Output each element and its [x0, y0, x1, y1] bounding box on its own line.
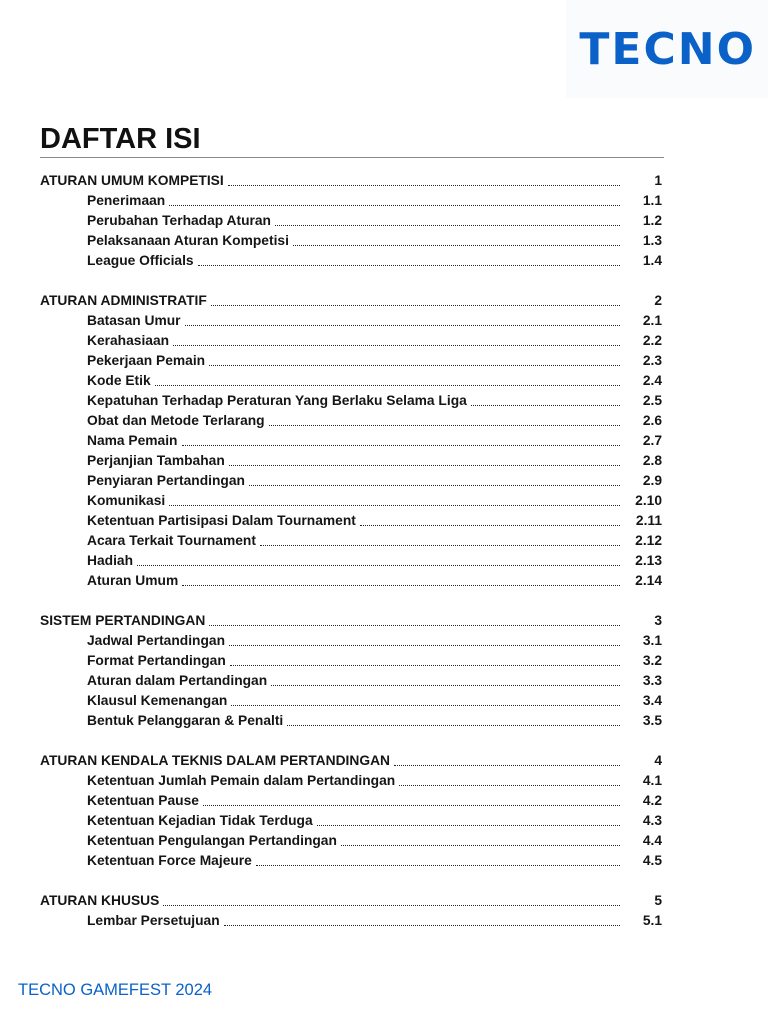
toc-dot-leader — [317, 825, 620, 826]
toc-dot-leader — [211, 305, 620, 306]
toc-entry-title: Penyiaran Pertandingan — [87, 473, 245, 488]
footer-text: TECNO GAMEFEST 2024 — [18, 981, 213, 999]
toc-entry-title: ATURAN KHUSUS — [40, 893, 160, 908]
toc-entry-number: 4.1 — [642, 773, 662, 788]
toc-dot-leader — [155, 385, 620, 386]
toc-entry-title: Ketentuan Kejadian Tidak Terduga — [87, 813, 313, 828]
toc-subsection-row[interactable] — [87, 790, 662, 810]
toc-subsection-row[interactable] — [87, 190, 662, 210]
toc-subsection-row[interactable] — [87, 370, 662, 390]
toc-entry-title: Kerahasiaan — [87, 333, 170, 348]
toc-entry-title: Pekerjaan Pemain — [87, 353, 206, 368]
toc-entry-title: Lembar Persetujuan — [87, 913, 220, 928]
toc-entry-number: 2.14 — [635, 573, 662, 588]
toc-dot-leader — [260, 545, 620, 546]
toc-section-row[interactable] — [40, 170, 662, 190]
toc-entry-number: 2.12 — [635, 533, 662, 548]
toc-entry-number: 2.8 — [642, 453, 662, 468]
toc-section-row[interactable] — [40, 890, 662, 910]
toc-dot-leader — [269, 425, 620, 426]
toc-subsection-row[interactable] — [87, 490, 662, 510]
toc-subsection-row[interactable] — [87, 450, 662, 470]
toc-dot-leader — [209, 365, 620, 366]
toc-entry-number: 4.4 — [642, 833, 662, 848]
toc-entry-number: 1.1 — [642, 193, 662, 208]
toc-dot-leader — [271, 685, 620, 686]
toc-entry-number: 4.3 — [642, 813, 662, 828]
toc-entry-number: 2.11 — [635, 513, 662, 528]
toc-subsection-row[interactable] — [87, 690, 662, 710]
toc-subsection-row[interactable] — [87, 550, 662, 570]
toc-entry-title: Kepatuhan Terhadap Peraturan Yang Berlaku Selama Liga — [87, 393, 467, 408]
toc-entry-number: 1.3 — [642, 233, 662, 248]
toc-entry-number: 2.9 — [642, 473, 662, 488]
toc-entry-title: Nama Pemain — [87, 433, 178, 448]
toc-section-row[interactable] — [40, 290, 662, 310]
toc-subsection-row[interactable] — [87, 910, 662, 930]
toc-dot-leader — [185, 325, 620, 326]
toc-entry-title: Ketentuan Pengulangan Pertandingan — [87, 833, 337, 848]
toc-section-row[interactable] — [40, 750, 662, 770]
toc-entry-title: Pelaksanaan Aturan Kompetisi — [87, 233, 289, 248]
toc-dot-leader — [137, 565, 620, 566]
toc-subsection-row[interactable] — [87, 510, 662, 530]
toc-subsection-row[interactable] — [87, 530, 662, 550]
toc-dot-leader — [275, 225, 620, 226]
toc-dot-leader — [231, 705, 620, 706]
toc-entry-number: 3.4 — [642, 693, 662, 708]
toc-entry-number: 2.6 — [642, 413, 662, 428]
toc-subsection-row[interactable] — [87, 210, 662, 230]
toc-subsection-row[interactable] — [87, 650, 662, 670]
toc-subsection-row[interactable] — [87, 830, 662, 850]
toc-subsection-row[interactable] — [87, 470, 662, 490]
toc-entry-title: ATURAN UMUM KOMPETISI — [40, 173, 224, 188]
toc-entry-number: 2.3 — [642, 353, 662, 368]
toc-entry-title: Acara Terkait Tournament — [87, 533, 256, 548]
toc-subsection-row[interactable] — [87, 810, 662, 830]
toc-subsection-row[interactable] — [87, 410, 662, 430]
toc-dot-leader — [230, 665, 620, 666]
tecno-logo: TECNO — [579, 24, 756, 75]
toc-dot-leader — [182, 445, 621, 446]
toc-entry-title: Jadwal Pertandingan — [87, 633, 226, 648]
toc-entry-title: Hadiah — [87, 553, 133, 568]
toc-subsection-row[interactable] — [87, 430, 662, 450]
toc-dot-leader — [198, 265, 620, 266]
toc-subsection-row[interactable] — [87, 670, 662, 690]
toc-subsection-row[interactable] — [87, 330, 662, 350]
toc-entry-number: 1.2 — [642, 213, 662, 228]
toc-dot-leader — [182, 585, 620, 586]
toc-entry-title: Batasan Umur — [87, 313, 181, 328]
toc-subsection-row[interactable] — [87, 710, 662, 730]
toc-subsection-row[interactable] — [87, 310, 662, 330]
toc-entry-title: Bentuk Pelanggaran & Penalti — [87, 713, 284, 728]
toc-entry-number: 1 — [654, 173, 662, 188]
toc-entry-number: 1.4 — [642, 253, 662, 268]
toc-section-row[interactable] — [40, 610, 662, 630]
toc-entry-title: Perubahan Terhadap Aturan — [87, 213, 271, 228]
toc-dot-leader — [209, 625, 620, 626]
title-divider — [40, 157, 664, 158]
toc-entry-number: 3.3 — [642, 673, 662, 688]
toc-dot-leader — [229, 465, 620, 466]
toc-entry-number: 2.10 — [635, 493, 662, 508]
toc-entry-title: Ketentuan Force Majeure — [87, 853, 252, 868]
toc-entry-number: 3.1 — [642, 633, 662, 648]
toc-entry-number: 2.5 — [642, 393, 662, 408]
toc-dot-leader — [399, 785, 620, 786]
toc-entry-title: Perjanjian Tambahan — [87, 453, 225, 468]
toc-dot-leader — [256, 865, 620, 866]
toc-entry-number: 2 — [654, 293, 662, 308]
toc-subsection-row[interactable] — [87, 350, 662, 370]
toc-entry-title: Aturan Umum — [87, 573, 179, 588]
toc-entry-title: Kode Etik — [87, 373, 151, 388]
toc-dot-leader — [249, 485, 620, 486]
toc-dot-leader — [394, 765, 620, 766]
toc-entry-title: Penerimaan — [87, 193, 166, 208]
toc-dot-leader — [360, 525, 620, 526]
toc-entry-title: Komunikasi — [87, 493, 166, 508]
toc-entry-title: Ketentuan Pause — [87, 793, 199, 808]
toc-entry-number: 2.4 — [642, 373, 662, 388]
toc-subsection-row[interactable] — [87, 390, 662, 410]
toc-entry-number: 2.13 — [635, 553, 662, 568]
toc-dot-leader — [229, 645, 620, 646]
toc-dot-leader — [228, 185, 620, 186]
toc-entry-title: Klausul Kemenangan — [87, 693, 228, 708]
toc-entry-number: 2.2 — [642, 333, 662, 348]
toc-subsection-row[interactable] — [87, 570, 662, 590]
toc-entry-title: ATURAN KENDALA TEKNIS DALAM PERTANDINGAN — [40, 753, 391, 768]
toc-entry-number: 4 — [654, 753, 662, 768]
toc-entry-title: Ketentuan Partisipasi Dalam Tournament — [87, 513, 356, 528]
toc-dot-leader — [169, 505, 620, 506]
toc-entry-number: 3 — [654, 613, 662, 628]
toc-subsection-row[interactable] — [87, 630, 662, 650]
toc-dot-leader — [203, 805, 620, 806]
toc-entry-title: Aturan dalam Pertandingan — [87, 673, 268, 688]
toc-entry-number: 3.5 — [642, 713, 662, 728]
toc-subsection-row[interactable] — [87, 850, 662, 870]
toc-entry-number: 2.7 — [642, 433, 662, 448]
toc-dot-leader — [224, 925, 620, 926]
toc-dot-leader — [287, 725, 620, 726]
toc-entry-number: 3.2 — [642, 653, 662, 668]
toc-entry-title: Ketentuan Jumlah Pemain dalam Pertandingan — [87, 773, 396, 788]
toc-subsection-row[interactable] — [87, 250, 662, 270]
toc-dot-leader — [163, 905, 620, 906]
toc-dot-leader — [173, 345, 620, 346]
toc-entry-number: 4.5 — [642, 853, 662, 868]
toc-entry-title: Format Pertandingan — [87, 653, 226, 668]
toc-entry-number: 5 — [654, 893, 662, 908]
toc-entry-title: Obat dan Metode Terlarang — [87, 413, 265, 428]
toc-entry-number: 5.1 — [642, 913, 662, 928]
toc-subsection-row[interactable] — [87, 770, 662, 790]
page-title: DAFTAR ISI — [40, 123, 201, 155]
toc-entry-number: 4.2 — [642, 793, 662, 808]
logo-panel — [566, 0, 768, 98]
toc-entry-number: 2.1 — [642, 313, 662, 328]
toc-dot-leader — [169, 205, 620, 206]
toc-entry-title: SISTEM PERTANDINGAN — [40, 613, 206, 628]
toc-subsection-row[interactable] — [87, 230, 662, 250]
toc-dot-leader — [293, 245, 620, 246]
toc-dot-leader — [471, 405, 620, 406]
toc-dot-leader — [341, 845, 620, 846]
toc-entry-title: League Officials — [87, 253, 194, 268]
toc-entry-title: ATURAN ADMINISTRATIF — [40, 293, 207, 308]
